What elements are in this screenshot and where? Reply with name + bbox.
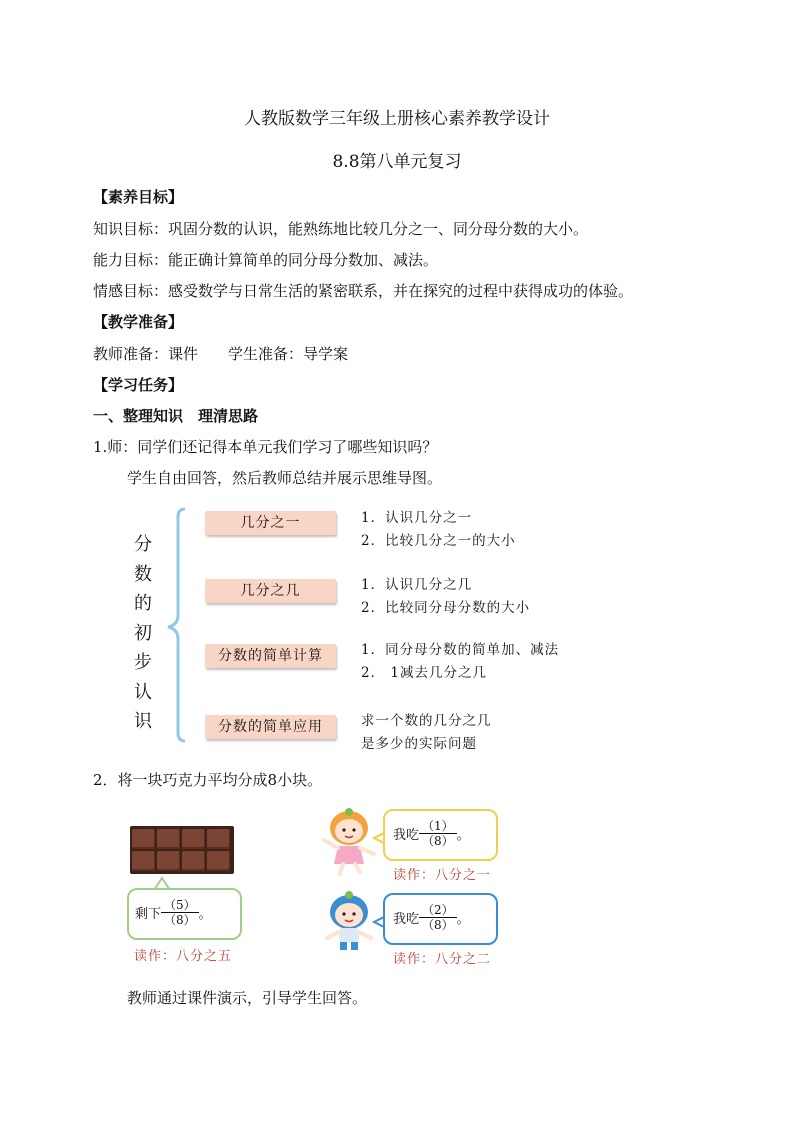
reading-one-eighth: 读作：八分之一	[393, 868, 492, 883]
prep-heading: 【教学准备】	[93, 313, 184, 331]
fraction	[419, 903, 457, 932]
fraction	[161, 898, 199, 927]
goal-emotion: 情感目标：感受数学与日常生活的紧密联系，并在探究的过程中获得成功的体验。	[93, 282, 634, 300]
goal-knowledge: 知识目标：巩固分数的认识，能熟练地比较几分之一、同分母分数的大小。	[93, 220, 589, 238]
fraction	[419, 819, 457, 848]
document-title: 人教版数学三年级上册核心素养教学设计	[244, 109, 550, 129]
branch-box: 分数的简单计算	[205, 644, 336, 668]
mindmap-root-char: 数	[134, 563, 152, 585]
mindmap-root-char: 分	[134, 534, 152, 555]
branch-box: 几分之几	[205, 579, 336, 603]
girl-bubble	[383, 809, 498, 861]
chocolate-piece	[157, 851, 180, 871]
fraction-numerator: （1）	[419, 819, 457, 834]
bubble-prefix: 剩下	[135, 907, 162, 922]
mindmap-root-char: 初	[134, 622, 152, 644]
branch-item: 2． 1减去几分之几	[361, 665, 487, 681]
question-1-answer: 学生自由回答，然后教师总结并展示思维导图。	[127, 469, 443, 487]
chocolate-bar-icon	[130, 826, 234, 874]
fraction-numerator: （2）	[419, 903, 457, 918]
branch-item: 1．同分母分数的简单加、减法	[361, 642, 560, 658]
bubble-suffix: 。	[198, 907, 212, 922]
bubble-suffix: 。	[456, 912, 470, 927]
chocolate-piece	[182, 851, 205, 871]
goals-heading: 【素养目标】	[93, 188, 184, 206]
fraction-denominator: （8）	[422, 834, 454, 848]
chocolate-piece	[182, 829, 205, 849]
boy-bubble	[383, 893, 498, 945]
branch-item: 2．比较同分母分数的大小	[361, 600, 531, 616]
prep-text: 教师准备：课件 学生准备：导学案	[93, 345, 349, 363]
fraction-denominator: （8）	[164, 913, 196, 927]
closing-text: 教师通过课件演示，引导学生回答。	[127, 989, 368, 1007]
remaining-bubble	[127, 888, 242, 940]
mindmap-root-char: 识	[134, 711, 152, 732]
branch-item: 1．认识几分之几	[361, 577, 473, 593]
bubble-prefix: 我吃	[393, 912, 420, 927]
fraction-numerator: （5）	[161, 898, 199, 913]
goal-ability: 能力目标：能正确计算简单的同分母分数加、减法。	[93, 251, 439, 269]
branch-item: 求一个数的几分之几	[361, 713, 492, 729]
mindmap-root-char: 认	[134, 681, 152, 703]
task-heading: 【学习任务】	[93, 376, 184, 394]
part1-heading: 一、整理知识 理清思路	[93, 407, 259, 425]
chocolate-piece	[207, 851, 230, 871]
mindmap-root-char: 的	[134, 593, 152, 614]
mindmap-root-char: 步	[134, 652, 152, 673]
bubble-suffix: 。	[456, 828, 470, 843]
girl-character-icon	[318, 806, 380, 876]
lesson-subtitle: 8.8第八单元复习	[332, 152, 462, 172]
question-2: 2．将一块巧克力平均分成8小块。	[93, 771, 323, 789]
branch-box: 分数的简单应用	[205, 715, 336, 739]
chocolate-piece	[132, 829, 155, 849]
question-1: 1.师：同学们还记得本单元我们学习了哪些知识吗？	[93, 438, 438, 456]
chocolate-piece	[207, 829, 230, 849]
boy-character-icon	[318, 890, 380, 952]
chocolate-piece	[132, 851, 155, 871]
branch-item: 2．比较几分之一的大小	[361, 533, 516, 549]
reading-two-eighths: 读作：八分之二	[393, 952, 492, 967]
bubble-prefix: 我吃	[393, 828, 420, 843]
reading-five-eighths: 读作：八分之五	[134, 949, 233, 964]
mindmap-root	[128, 530, 158, 737]
branch-item: 1．认识几分之一	[361, 510, 473, 526]
branch-item: 是多少的实际问题	[361, 736, 477, 752]
chocolate-piece	[157, 829, 180, 849]
mindmap-bracket	[160, 505, 190, 745]
branch-box: 几分之一	[205, 511, 336, 535]
fraction-denominator: （8）	[422, 918, 454, 932]
